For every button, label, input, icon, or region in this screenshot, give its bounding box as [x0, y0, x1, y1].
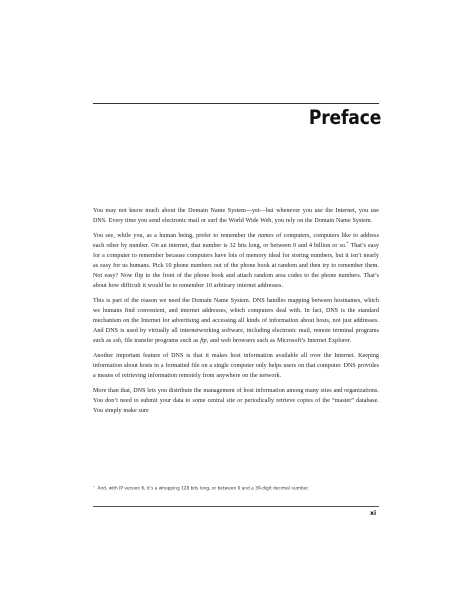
paragraph	[93, 351, 379, 381]
text-run: , file transfer programs such as	[120, 338, 201, 345]
header-rule	[93, 103, 379, 104]
page-title: Preface	[308, 106, 381, 129]
body-text	[93, 206, 379, 421]
text-run: This is part of the reason we need the Domain Name System. DNS handles mapping between hostnames, which we humans find convenient, and internet addresses, which computers deal with. In fact, DNS is the standard mechanism on the Internet for advertising and accessing all kinds of information about hosts, not just addresses. And DNS is used by virtually all internetworking software, including electronic mail, remote terminal programs such as	[93, 297, 379, 345]
paragraph	[93, 296, 379, 346]
text-run: You may not know much about the Domain Name System—yet—but whenever you use the Internet, you use DNS. Every time you send electronic mail or surf the World Wide Web, you rely on the Domain Name System.	[93, 208, 379, 225]
text-run: , and web browsers such as Microsoft’s Internet Explorer.	[206, 338, 352, 345]
text-run: You see, while you, as a human being, prefer to remember the	[93, 232, 258, 239]
emphasized-text: ssh	[113, 338, 121, 345]
paragraph	[93, 386, 379, 416]
footnote-reference: *	[346, 240, 349, 246]
paragraph	[93, 206, 379, 226]
text-run: More than that, DNS lets you distribute the management of host information among many sites and organizations. You don’t need to submit your data to some central site or periodically retrieve copies of the “master” database. You simply make sure	[93, 387, 379, 415]
emphasized-text: ftp	[200, 338, 207, 345]
text-run: of computers, computers like to address each other by number. On an internet, that number is 32 bits long, or between 0 and 4 billion or so.	[93, 232, 379, 249]
paragraph	[93, 231, 379, 292]
emphasized-text: names	[257, 232, 274, 239]
page-number: xi	[370, 510, 377, 517]
text-run: Another important feature of DNS is that it makes host information available all over the Internet. Keeping information about hosts in a formatted file on a single computer only helps users on that computer. DNS provides a means of retrieving information remotely from anywhere on the network.	[93, 353, 379, 380]
footnote	[93, 484, 379, 493]
footnote-text: And, with IP version 6, it’s a whopping 128 bits long, or between 0 and a 39-digit decimal number.	[97, 486, 310, 492]
footer-rule	[93, 506, 379, 507]
text-run: That’s easy for a computer to remember because computers have lots of memory ideal for storing numbers, but it isn’t nearly as easy for us humans. Pick 10 phone numbers out of the phone book at random and then try to remember them. Not easy? Now flip to the front of the phone book and attach random area codes to the phone numbers. That’s about how difficult it would be to remember 10 arbitrary internet addresses.	[93, 242, 379, 290]
footnote-marker: *	[93, 485, 95, 489]
